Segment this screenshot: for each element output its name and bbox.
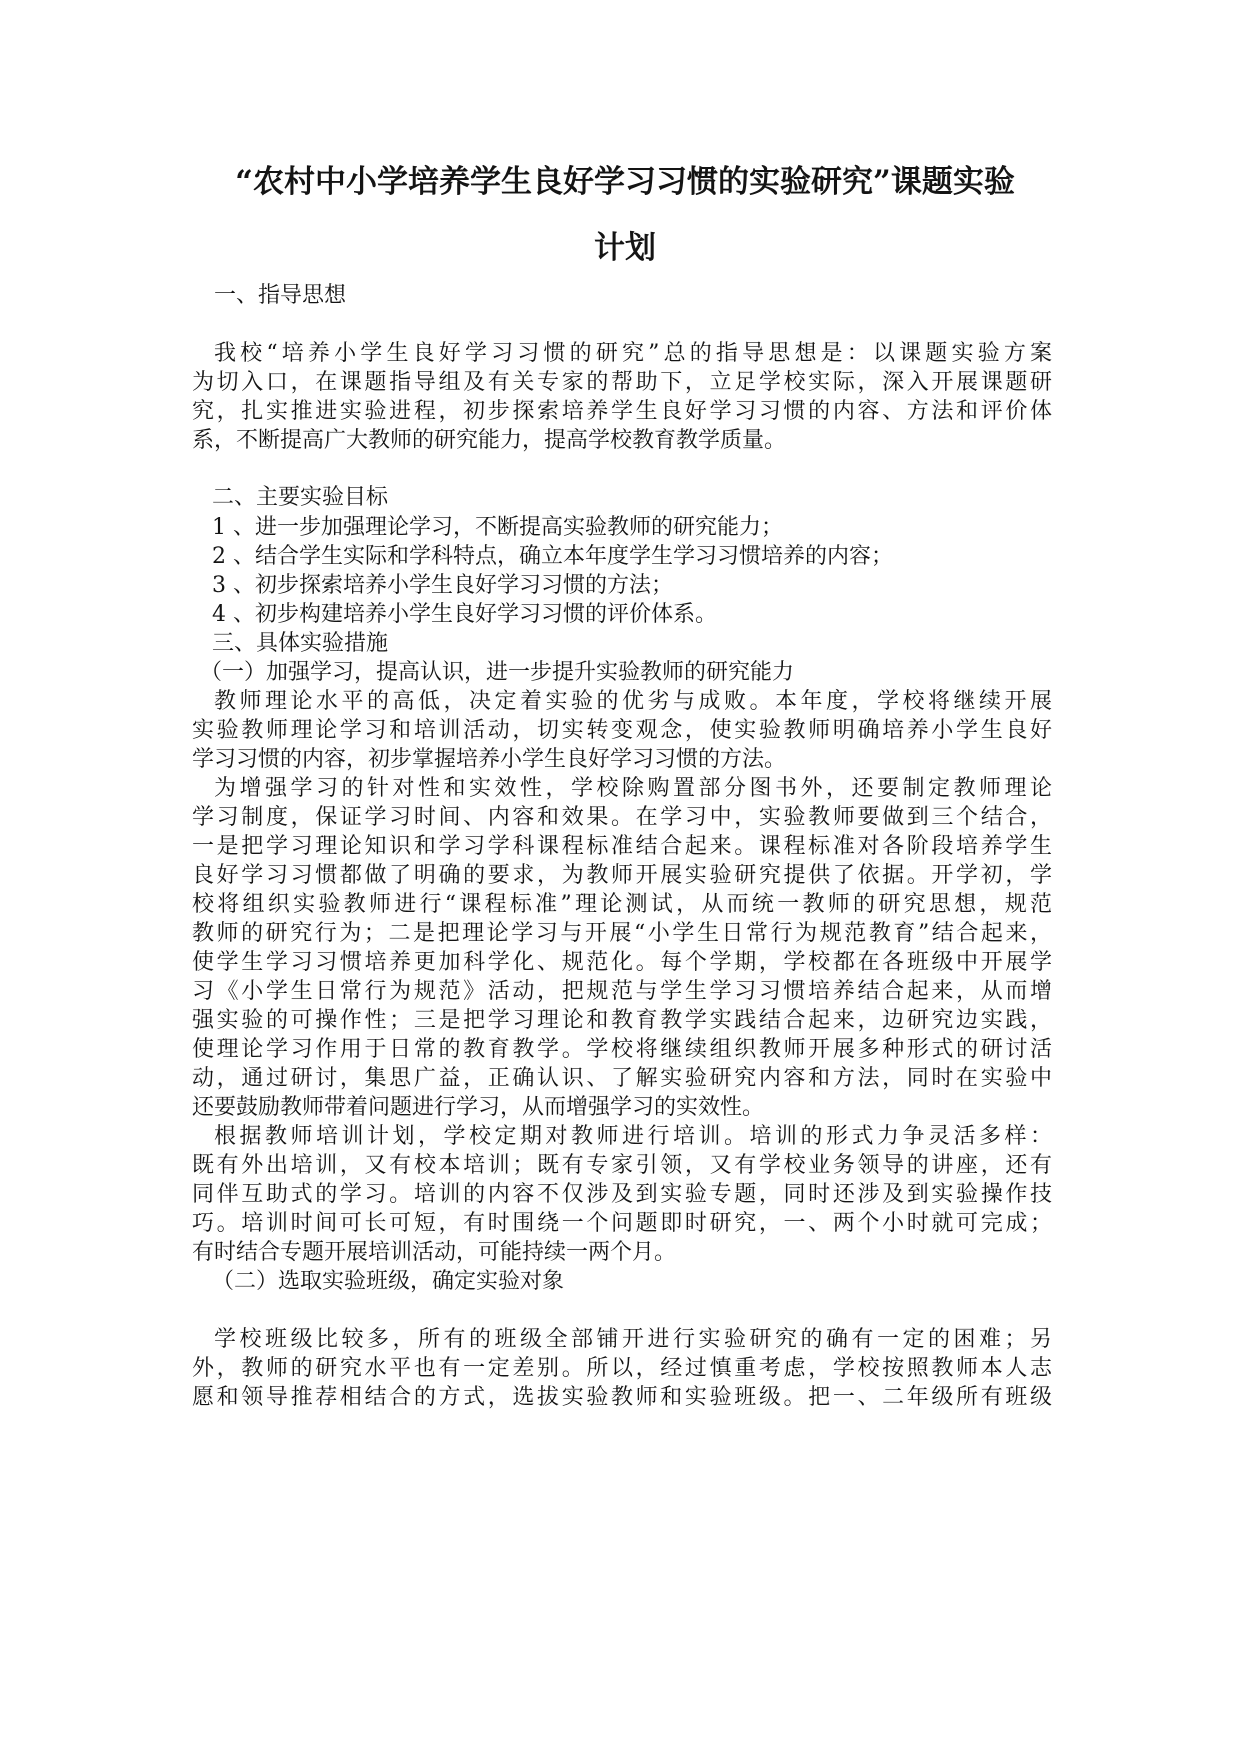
paragraph-line: 使学生学习习惯培养更加科学化、规范化。每个学期，学校都在各班级中开展学	[192, 950, 1052, 975]
paragraph-line: 习《小学生日常行为规范》活动，把规范与学生学习习惯培养结合起来，从而增	[192, 979, 1052, 1004]
paragraph-line: 为切入口，在课题指导组及有关专家的帮助下，立足学校实际，深入开展课题研	[192, 370, 1052, 395]
paragraph-line: 有时结合专题开展培训活动，可能持续一两个月。	[192, 1240, 677, 1265]
paragraph-line: 学习制度，保证学习时间、内容和效果。在学习中，实验教师要做到三个结合，	[192, 805, 1052, 830]
paragraph-line: 为增强学习的针对性和实效性，学校除购置部分图书外，还要制定教师理论	[214, 776, 1052, 801]
goal-item: 3 、初步探索培养小学生良好学习习惯的方法；	[212, 573, 673, 598]
paragraph-line: 既有外出培训，又有校本培训；既有专家引领，又有学校业务领导的讲座，还有	[192, 1153, 1052, 1178]
document-title-continued: 计划	[594, 230, 656, 266]
paragraph-line: 一是把学习理论知识和学习学科课程标准结合起来。课程标准对各阶段培养学生	[192, 834, 1052, 859]
section-heading-measures: 三、具体实验措施	[212, 631, 389, 656]
section-heading-main-goals: 二、主要实验目标	[212, 485, 389, 510]
paragraph-line: 强实验的可操作性；三是把学习理论和教育教学实践结合起来，边研究边实践，	[192, 1008, 1052, 1033]
paragraph-line: 教师理论水平的高低，决定着实验的优劣与成败。本年度，学校将继续开展	[214, 689, 1052, 714]
paragraph-line: 校将组织实验教师进行“课程标准”理论测试，从而统一教师的研究思想，规范	[192, 892, 1052, 917]
paragraph-line: 教师的研究行为；二是把理论学习与开展“小学生日常行为规范教育”结合起来，	[192, 921, 1052, 946]
paragraph-line: 巧。培训时间可长可短，有时围绕一个问题即时研究，一、两个小时就可完成；	[192, 1211, 1052, 1236]
paragraph-line: 实验教师理论学习和培训活动，切实转变观念，使实验教师明确培养小学生良好	[192, 718, 1052, 743]
paragraph-line: 使理论学习作用于日常的教育教学。学校将继续组织教师开展多种形式的研讨活	[192, 1037, 1052, 1062]
document-title: “农村中小学培养学生良好学习习惯的实验研究”课题实验	[235, 164, 1015, 200]
paragraph-line: 还要鼓励教师带着问题进行学习，从而增强学习的实效性。	[192, 1095, 765, 1120]
subsection-heading: （二）选取实验班级，确定实验对象	[212, 1269, 565, 1294]
subsection-heading: （一）加强学习，提高认识，进一步提升实验教师的研究能力	[200, 660, 795, 685]
section-heading-guiding-ideology: 一、指导思想	[214, 283, 347, 308]
paragraph-line: 学校班级比较多，所有的班级全部铺开进行实验研究的确有一定的困难；另	[214, 1327, 1052, 1352]
goal-item: 4 、初步构建培养小学生良好学习习惯的评价体系。	[212, 602, 717, 627]
paragraph-line: 根据教师培训计划，学校定期对教师进行培训。培训的形式力争灵活多样：	[214, 1124, 1052, 1149]
goal-item: 1 、进一步加强理论学习，不断提高实验教师的研究能力；	[212, 515, 783, 540]
paragraph-line: 同伴互助式的学习。培训的内容不仅涉及到实验专题，同时还涉及到实验操作技	[192, 1182, 1052, 1207]
paragraph-line: 动，通过研讨，集思广益，正确认识、了解实验研究内容和方法，同时在实验中	[192, 1066, 1052, 1091]
paragraph-line: 系，不断提高广大教师的研究能力，提高学校教育教学质量。	[192, 428, 787, 453]
paragraph-line: 愿和领导推荐相结合的方式，选拔实验教师和实验班级。把一、二年级所有班级	[192, 1385, 1052, 1410]
paragraph-line: 良好学习习惯都做了明确的要求，为教师开展实验研究提供了依据。开学初，学	[192, 863, 1052, 888]
paragraph-line: 学习习惯的内容，初步掌握培养小学生良好学习习惯的方法。	[192, 747, 787, 772]
goal-item: 2 、结合学生实际和学科特点，确立本年度学生学习习惯培养的内容；	[212, 544, 893, 569]
paragraph-line: 外，教师的研究水平也有一定差别。所以，经过慎重考虑，学校按照教师本人志	[192, 1356, 1052, 1381]
paragraph-line: 究，扎实推进实验进程，初步探索培养学生良好学习习惯的内容、方法和评价体	[192, 399, 1052, 424]
paragraph-line: 我校“培养小学生良好学习习惯的研究”总的指导思想是：以课题实验方案	[214, 341, 1052, 366]
